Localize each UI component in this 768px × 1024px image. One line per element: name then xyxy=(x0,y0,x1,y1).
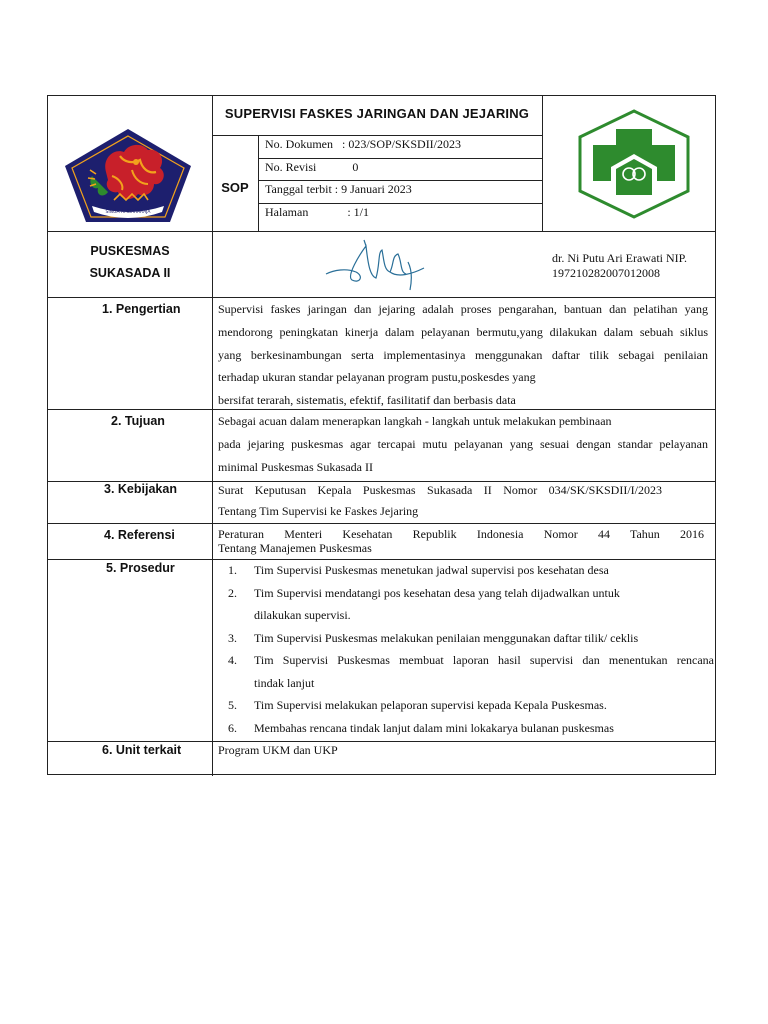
step-text: Tim Supervisi Puskesmas menetukan jadwal supervisi pos kesehatan desa xyxy=(254,563,609,577)
issue-date: Tanggal terbit : 9 Januari 2023 xyxy=(265,182,412,196)
signatory-name: dr. Ni Putu Ari Erawati NIP. xyxy=(552,251,687,265)
svg-text:SINGA AMBARARAJA: SINGA AMBARARAJA xyxy=(105,210,151,215)
step-number: 1. xyxy=(228,563,237,577)
procedure-step xyxy=(218,694,714,717)
text-line: Surat Keputusan Kepala Puskesmas Sukasada II Nomor 034/SK/SKSDII/I/2023 xyxy=(218,483,662,497)
meta-divider-1 xyxy=(258,158,542,159)
title-divider xyxy=(212,135,542,136)
procedure-step xyxy=(218,649,714,694)
section-label-pengertian: 1. Pengertian xyxy=(102,302,181,316)
section-label-prosedur: 5. Prosedur xyxy=(106,561,175,575)
text-line: mendorong peningkatan kinerja dalam pelayanan bermutu,yang dilakukan dalam sebuah siklus xyxy=(218,324,708,339)
step-text: Tim Supervisi melakukan pelaporan supervisi kepada Kepala Puskesmas. xyxy=(254,698,607,712)
section-label-tujuan: 2. Tujuan xyxy=(111,414,165,428)
revision-number: No. Revisi 0 xyxy=(265,160,359,174)
step-number: 5. xyxy=(228,698,237,712)
section-content-prosedur xyxy=(218,559,714,739)
sop-document xyxy=(47,95,716,775)
signature xyxy=(320,234,430,292)
step-text: Tim Supervisi Puskesmas melakukan penilaian menggunakan daftar tilik/ ceklis xyxy=(254,630,639,645)
text-line: minimal Puskesmas Sukasada II xyxy=(218,459,373,474)
text-line: Peraturan Menteri Kesehatan Republik Indonesia Nomor 44 Tahun 2016 xyxy=(218,527,704,541)
section-label-unit-terkait: 6. Unit terkait xyxy=(102,743,182,757)
step-text: dilakukan supervisi. xyxy=(254,608,351,622)
procedure-step xyxy=(218,582,714,627)
text-line: Supervisi faskes jaringan dan jejaring adalah proses pengarahan, bantuan dan pelatihan yang xyxy=(218,302,708,316)
step-number: 2. xyxy=(228,585,237,600)
text-line: Sebagai acuan dalam menerapkan langkah - langkah untuk melakukan pembinaan xyxy=(218,414,612,428)
text-line: yang berkesinambungan serta implementasinya menggunakan daftar tilik sebagai penilaian xyxy=(218,347,708,362)
meta-divider-2 xyxy=(258,180,542,181)
institution-line-1: PUSKESMAS xyxy=(90,244,170,258)
row-divider-prosedur xyxy=(48,741,715,742)
page-count: Halaman : 1/1 xyxy=(265,205,369,219)
puskesmas-logo xyxy=(577,109,691,219)
step-number: 4. xyxy=(228,653,237,667)
step-text: Tim Supervisi mendatangi pos kesehatan desa yang telah dijadwalkan untuk xyxy=(254,585,620,600)
procedure-step xyxy=(218,717,714,740)
step-text: Membahas rencana tindak lanjut dalam mini lokakarya bulanan puskesmas xyxy=(254,720,614,735)
section-content-referensi xyxy=(218,527,704,555)
step-number: 6. xyxy=(228,720,237,735)
row-divider-kebijakan xyxy=(48,523,715,524)
procedure-step xyxy=(218,559,714,582)
sop-label: SOP xyxy=(221,180,249,195)
step-number: 3. xyxy=(228,630,237,645)
regency-logo xyxy=(62,126,194,224)
section-content-tujuan xyxy=(218,410,708,478)
institution-line-2: SUKASADA II xyxy=(89,266,171,280)
text-line: terhadap ukuran standar pelayanan program pustu,poskesdes yang xyxy=(218,370,536,385)
row-divider-header xyxy=(48,231,715,232)
column-divider-left xyxy=(212,96,213,776)
procedure-step xyxy=(218,627,714,650)
text-line: Tentang Manajemen Puskesmas xyxy=(218,541,372,555)
step-text: Tim Supervisi Puskesmas membuat laporan hasil supervisi dan menentukan rencana xyxy=(254,653,714,667)
column-divider-right xyxy=(542,96,543,231)
text-line: pada jejaring puskesmas agar tercapai mutu pelayanan yang sesuai dengan standar pelayanan xyxy=(218,436,708,451)
step-text: tindak lanjut xyxy=(254,675,315,690)
signatory-nip: 197210282007012008 xyxy=(552,266,660,280)
text-line: bersifat terarah, sistematis, efektif, fasilitatif dan berbasis data xyxy=(218,393,516,408)
section-content-pengertian xyxy=(218,298,708,412)
text-line: Tentang Tim Supervisi ke Faskes Jejaring xyxy=(218,504,419,518)
section-content-kebijakan xyxy=(218,480,708,522)
section-label-referensi: 4. Referensi xyxy=(104,528,175,542)
meta-divider-3 xyxy=(258,203,542,204)
document-number: No. Dokumen : 023/SOP/SKSDII/2023 xyxy=(265,137,462,151)
document-title: SUPERVISI FASKES JARINGAN DAN JEJARING xyxy=(224,106,530,121)
sop-meta-divider xyxy=(258,136,259,231)
section-content-unit-terkait: Program UKM dan UKP xyxy=(218,743,338,757)
section-label-kebijakan: 3. Kebijakan xyxy=(104,482,177,496)
